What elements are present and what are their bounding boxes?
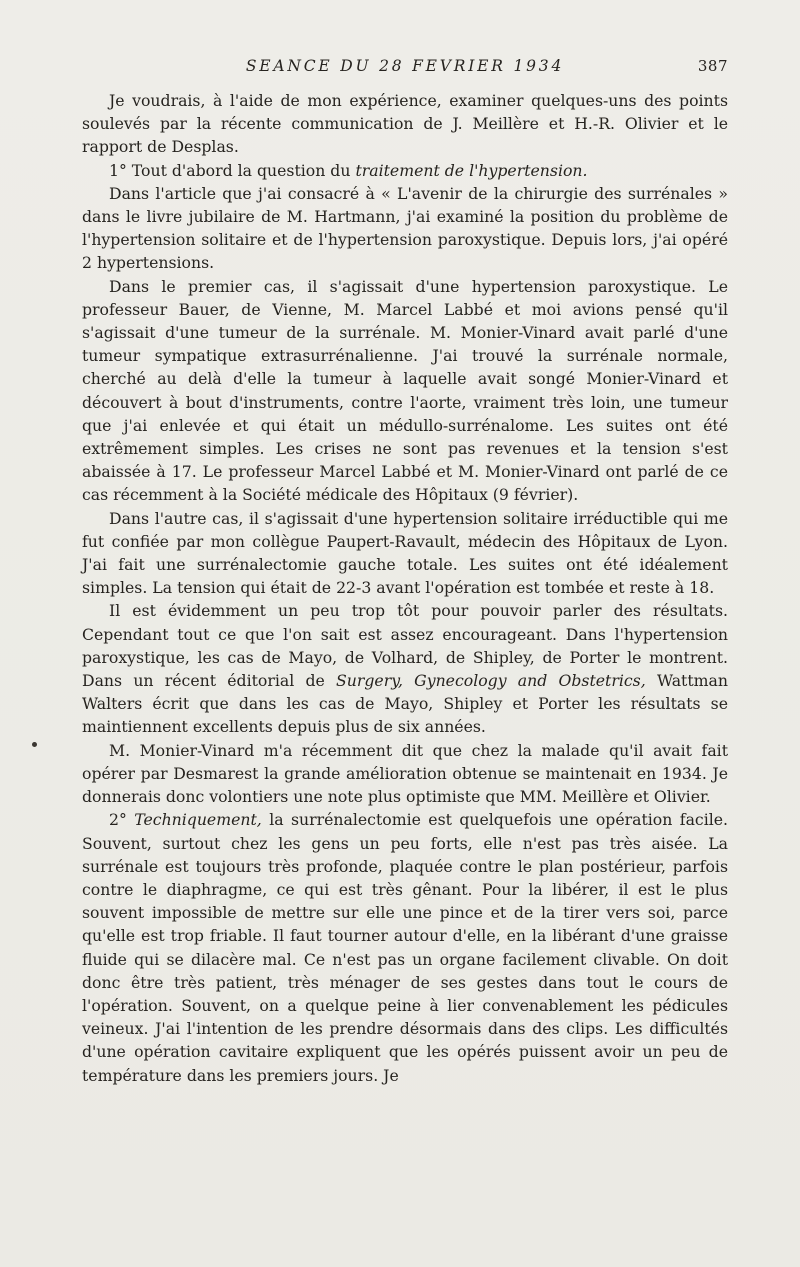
paragraph — [82, 739, 728, 809]
page-number: 387 — [697, 57, 728, 75]
running-title: SEANCE DU 28 FEVRIER 1934 — [245, 57, 565, 75]
text-run: Dans le premier cas, il s'agissait d'une hypertension paroxystique. Le professeur Bauer, de Vienne, M. Marcel Labbé et moi avions pensé qu'il s'agissait d'une tumeur de la surrénale. M. Monier-Vinard avait parlé d'une tumeur sympatique extrasurrénalienne. J'ai trouvé la surrénale normale, cherché au delà d'elle la tumeur à laquelle avait songé Monier-Vinard et découvert à bout d'instruments, contre l'aorte, vraiment très loin, une tumeur que j'ai enlevée et qui était un médullo-surrénalome. Les suites ont été extrêmement simples. Les crises ne sont pas revenues et la tension s'est abaissée à 17. Le professeur Marcel Labbé et M. Monier-Vinard ont parlé de ce cas récemment à la Société médicale des Hôpitaux (9 février). — [82, 276, 728, 505]
text-run: Il est évidemment un peu trop tôt pour pouvoir parler des résultats. Cependant tout ce que l'on sait est assez encourageant. Dans l'hypertension paroxystique, les cas de Mayo, de Volhard, de Shipley, de Porter le montrent. Dans un récent éditorial de — [82, 601, 728, 691]
text-run: la surrénalectomie est quelquefois une opération facile. Souvent, surtout chez les gens un peu forts, elle n'est pas très aisée. La surrénale est toujours très profonde, plaquée contre le plan postérieur, parfois contre le diaphragme, ce qui est très gênant. Pour la libérer, il est le plus souvent impossible de mettre sur elle une pince et de la tirer vers soi, parce qu'elle est trop friable. Il faut tourner autour d'elle, en la libérant d'une graisse fluide qui se dilacère mal. Ce n'est pas un organe facilement clivable. On doit donc être très patient, très ménager de ses gestes dans tout le cours de l'opération. Souvent, on a quelque peine à lier convenablement les pédicules veineux. J'ai l'intention de les prendre désormais dans des clips. Les difficultés d'une opération cavitaire expliquent que les opérés puissent avoir un peu de température dans les premiers jours. Je — [82, 810, 729, 1085]
paragraph — [82, 89, 728, 159]
italic-text-run: Surgery, Gynecology and Obstetrics, — [336, 671, 646, 691]
paragraph — [82, 808, 728, 1086]
text-run: 2° — [109, 810, 135, 830]
paragraph — [82, 275, 728, 507]
italic-text-run: traitement de l'hypertension. — [355, 160, 588, 180]
paragraph — [82, 599, 728, 738]
text-run: Dans l'autre cas, il s'agissait d'une hypertension solitaire irréductible qui me fut confiée par mon collègue Paupert-Ravault, médecin des Hôpitaux de Lyon. J'ai fait une surrénalectomie gauche totale. Les suites ont été idéalement simples. La tension qui était de 22-3 avant l'opération est tombée et reste à 18. — [82, 508, 728, 598]
paragraph — [82, 507, 728, 600]
text-run: M. Monier-Vinard m'a récemment dit que chez la malade qu'il avait fait opérer par Desmarest la grande amélioration obtenue se maintenait en 1934. Je donnerais donc volontiers une note plus optimiste que MM. Meillère et Olivier. — [82, 740, 728, 807]
running-head — [82, 57, 728, 83]
text-run: Wattman Walters écrit que dans les cas de Mayo, Shipley et Porter les résultats se maintiennent excellents depuis plus de six années. — [82, 671, 729, 737]
paragraph — [82, 182, 728, 275]
italic-text-run: Techniquement, — [134, 810, 262, 830]
text-run: 1° Tout d'abord la question du — [109, 160, 356, 180]
text-run: Dans l'article que j'ai consacré à « L'avenir de la chirurgie des surrénales » dans le livre jubilaire de M. Hartmann, j'ai examiné la position du problème de l'hypertension solitaire et de l'hypertension paroxystique. Depuis lors, j'ai opéré 2 hypertensions. — [82, 183, 728, 273]
body-text — [82, 89, 728, 1087]
margin-bullet-mark — [32, 742, 37, 747]
text-run: Je voudrais, à l'aide de mon expérience, examiner quelques-uns des points soulevés par la récente communication de J. Meillère et H.-R. Olivier et le rapport de Desplas. — [82, 91, 728, 157]
paragraph — [82, 159, 728, 182]
